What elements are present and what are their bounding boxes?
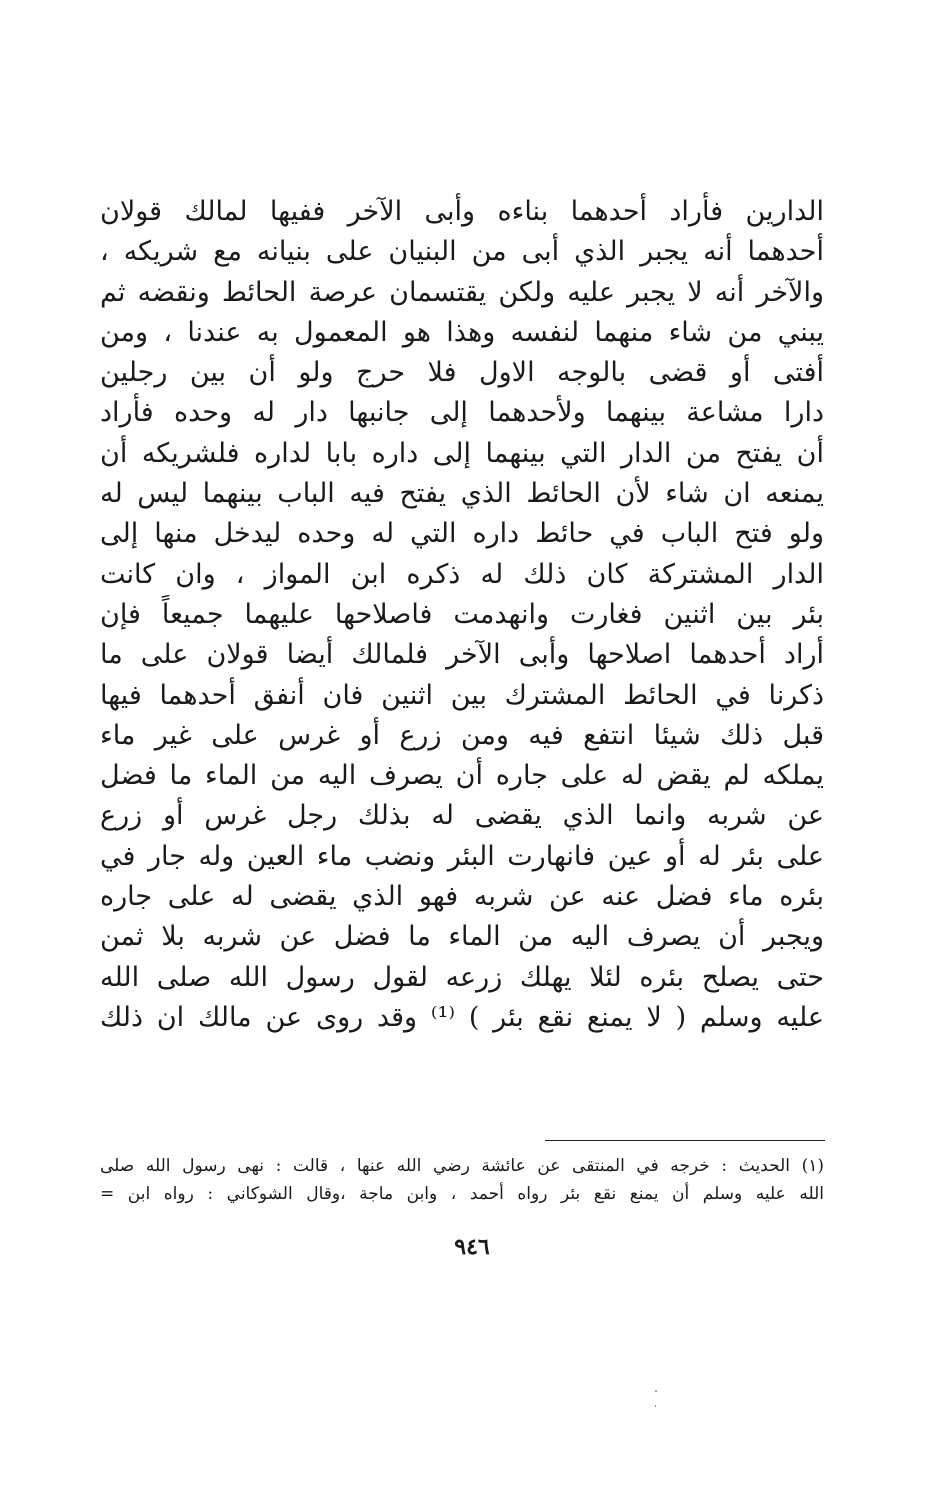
footnote-line: (١) الحديث : خرجه في المنتقى عن عائشة رضي الله عنها ، قالت : نهى رسول الله صلى [100, 1156, 824, 1176]
footnote-line: الله عليه وسلم أن يمنع نقع بئر رواه أحمد ، وابن ماجة ،وقال الشوكاني : رواه ابن = [100, 1184, 824, 1204]
text-line: أن يفتح من الدار التي بينهما إلى داره بابا لداره فلشريكه أن [100, 437, 824, 469]
text-line: ويجبر أن يصرف اليه من الماء ما فضل عن شربه بلا ثمن [100, 921, 824, 953]
text-line: يملكه لم يقض له على جاره أن يصرف اليه من الماء ما فضل [100, 760, 824, 792]
text-line: أحدهما أنه يجبر الذي أبى من البنيان على بنيانه مع شريكه ، [100, 236, 824, 268]
text-line: والآخر أنه لا يجبر عليه ولكن يقتسمان عرصة الحائط ونقضه ثم [100, 276, 824, 308]
text-line: يمنعه ان شاء لأن الحائط الذي يفتح فيه الباب بينهما ليس له [100, 478, 824, 510]
text-line: يبني من شاء منهما لنفسه وهذا هو المعمول به عندنا ، ومن [100, 316, 824, 348]
text-line: الدارين فأراد أحدهما بناءه وأبى الآخر ففيها لمالك قولان [100, 196, 824, 227]
text-line: ولو فتح الباب في حائط داره التي له وحده ليدخل منها إلى [100, 518, 824, 550]
scan-speck [655, 1405, 656, 1407]
text-line: عليه وسلم ( لا يمنع نقع بئر ) ⁽¹⁾ وقد روى عن مالك ان ذلك [100, 1001, 824, 1033]
text-line: دارا مشاعة بينهما ولأحدهما إلى جانبها دار له وحده فأراد [100, 397, 824, 429]
text-line: ذكرنا في الحائط المشترك بين اثنين فان أنفق أحدهما فيها [100, 679, 824, 711]
main-text-block [100, 192, 824, 1038]
footnote-divider [545, 1140, 825, 1141]
footnotes-block [100, 1152, 824, 1208]
text-line: الدار المشتركة كان ذلك له ذكره ابن المواز ، وان كانت [100, 558, 824, 590]
page-number: ٩٤٦ [454, 1234, 490, 1260]
scan-speck [655, 1390, 657, 1392]
text-line: أفتى أو قضى بالوجه الاول فلا حرج ولو أن بين رجلين [100, 357, 824, 389]
text-line: بئره ماء فضل عنه عن شربه فهو الذي يقضى له على جاره [100, 881, 824, 913]
text-line: على بئر له أو عين فانهارت البئر ونضب ماء العين وله جار في [100, 840, 824, 872]
text-line: عن شربه وانما الذي يقضى له بذلك رجل غرس أو زرع [100, 800, 824, 832]
text-line: قبل ذلك شيئا انتفع فيه ومن زرع أو غرس على غير ماء [100, 719, 824, 751]
text-line: حتى يصلح بئره لئلا يهلك زرعه لقول رسول الله صلى الله [100, 961, 824, 993]
text-line: أراد أحدهما اصلاحها وأبى الآخر فلمالك أيضا قولان على ما [100, 639, 824, 671]
text-line: بئر بين اثنين فغارت وانهدمت فاصلاحها عليهما جميعاً فإن [100, 598, 824, 630]
